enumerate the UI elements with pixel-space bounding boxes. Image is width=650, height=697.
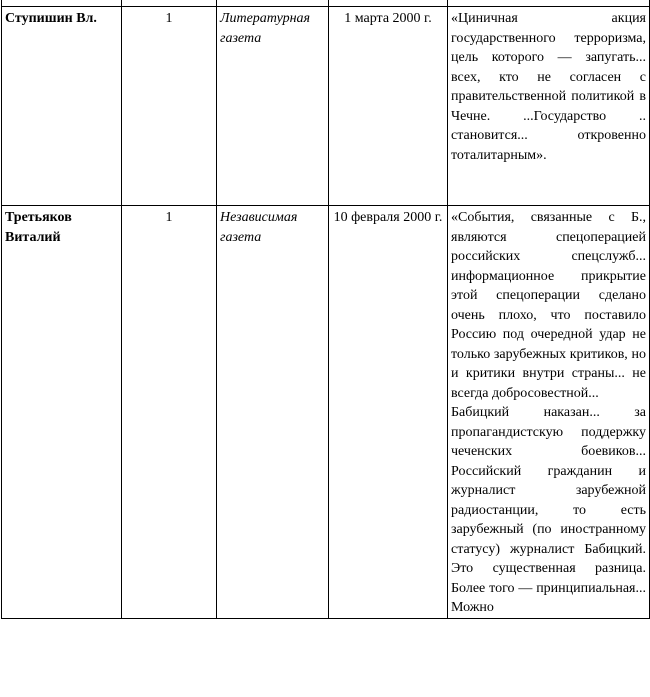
author-cell: Ступишин Вл.: [2, 7, 122, 206]
count-cell: 1: [122, 206, 217, 619]
author-cell: Третьяков Виталий: [2, 206, 122, 619]
source-cell: Литературная газета: [217, 7, 329, 206]
table-row-stupishin: [2, 7, 650, 206]
count-cell: 1: [122, 7, 217, 206]
source-cell: Независимая газета: [217, 206, 329, 619]
date-cell: 10 февраля 2000 г.: [329, 206, 448, 619]
quote-paragraph: Бабицкий наказан... за пропагандистскую поддержку чеченских боевиков... Российский гражданин и журналист зарубежной радиостанции, то есть зарубежный (по иностранному статусу) журналист Бабицкий. Это существенная разница. Более того — принципиальная... Можно: [451, 405, 646, 615]
date-cell: 1 марта 2000 г.: [329, 7, 448, 206]
quote-cell: [448, 206, 650, 619]
table-row-tretyakov: [2, 206, 650, 619]
quote-paragraph: «События, связанные с Б., являются спецоперацией российских спецслужб... информационное прикрытие этой спецоперации сделано очень плохо, что поставило Россию под очередной удар не только зарубежных критиков, но и критики внутри страны... не всегда добросовестной...: [451, 210, 646, 401]
quotes-table: [1, 0, 650, 619]
quote-cell: [448, 7, 650, 206]
quote-paragraph: «Циничная акция государственного терроризма, цель которого — запугать... всех, кто не согласен с правительственной политикой в Чечне. ...Государство .. становится... откровенно тоталитарным».: [451, 11, 646, 163]
